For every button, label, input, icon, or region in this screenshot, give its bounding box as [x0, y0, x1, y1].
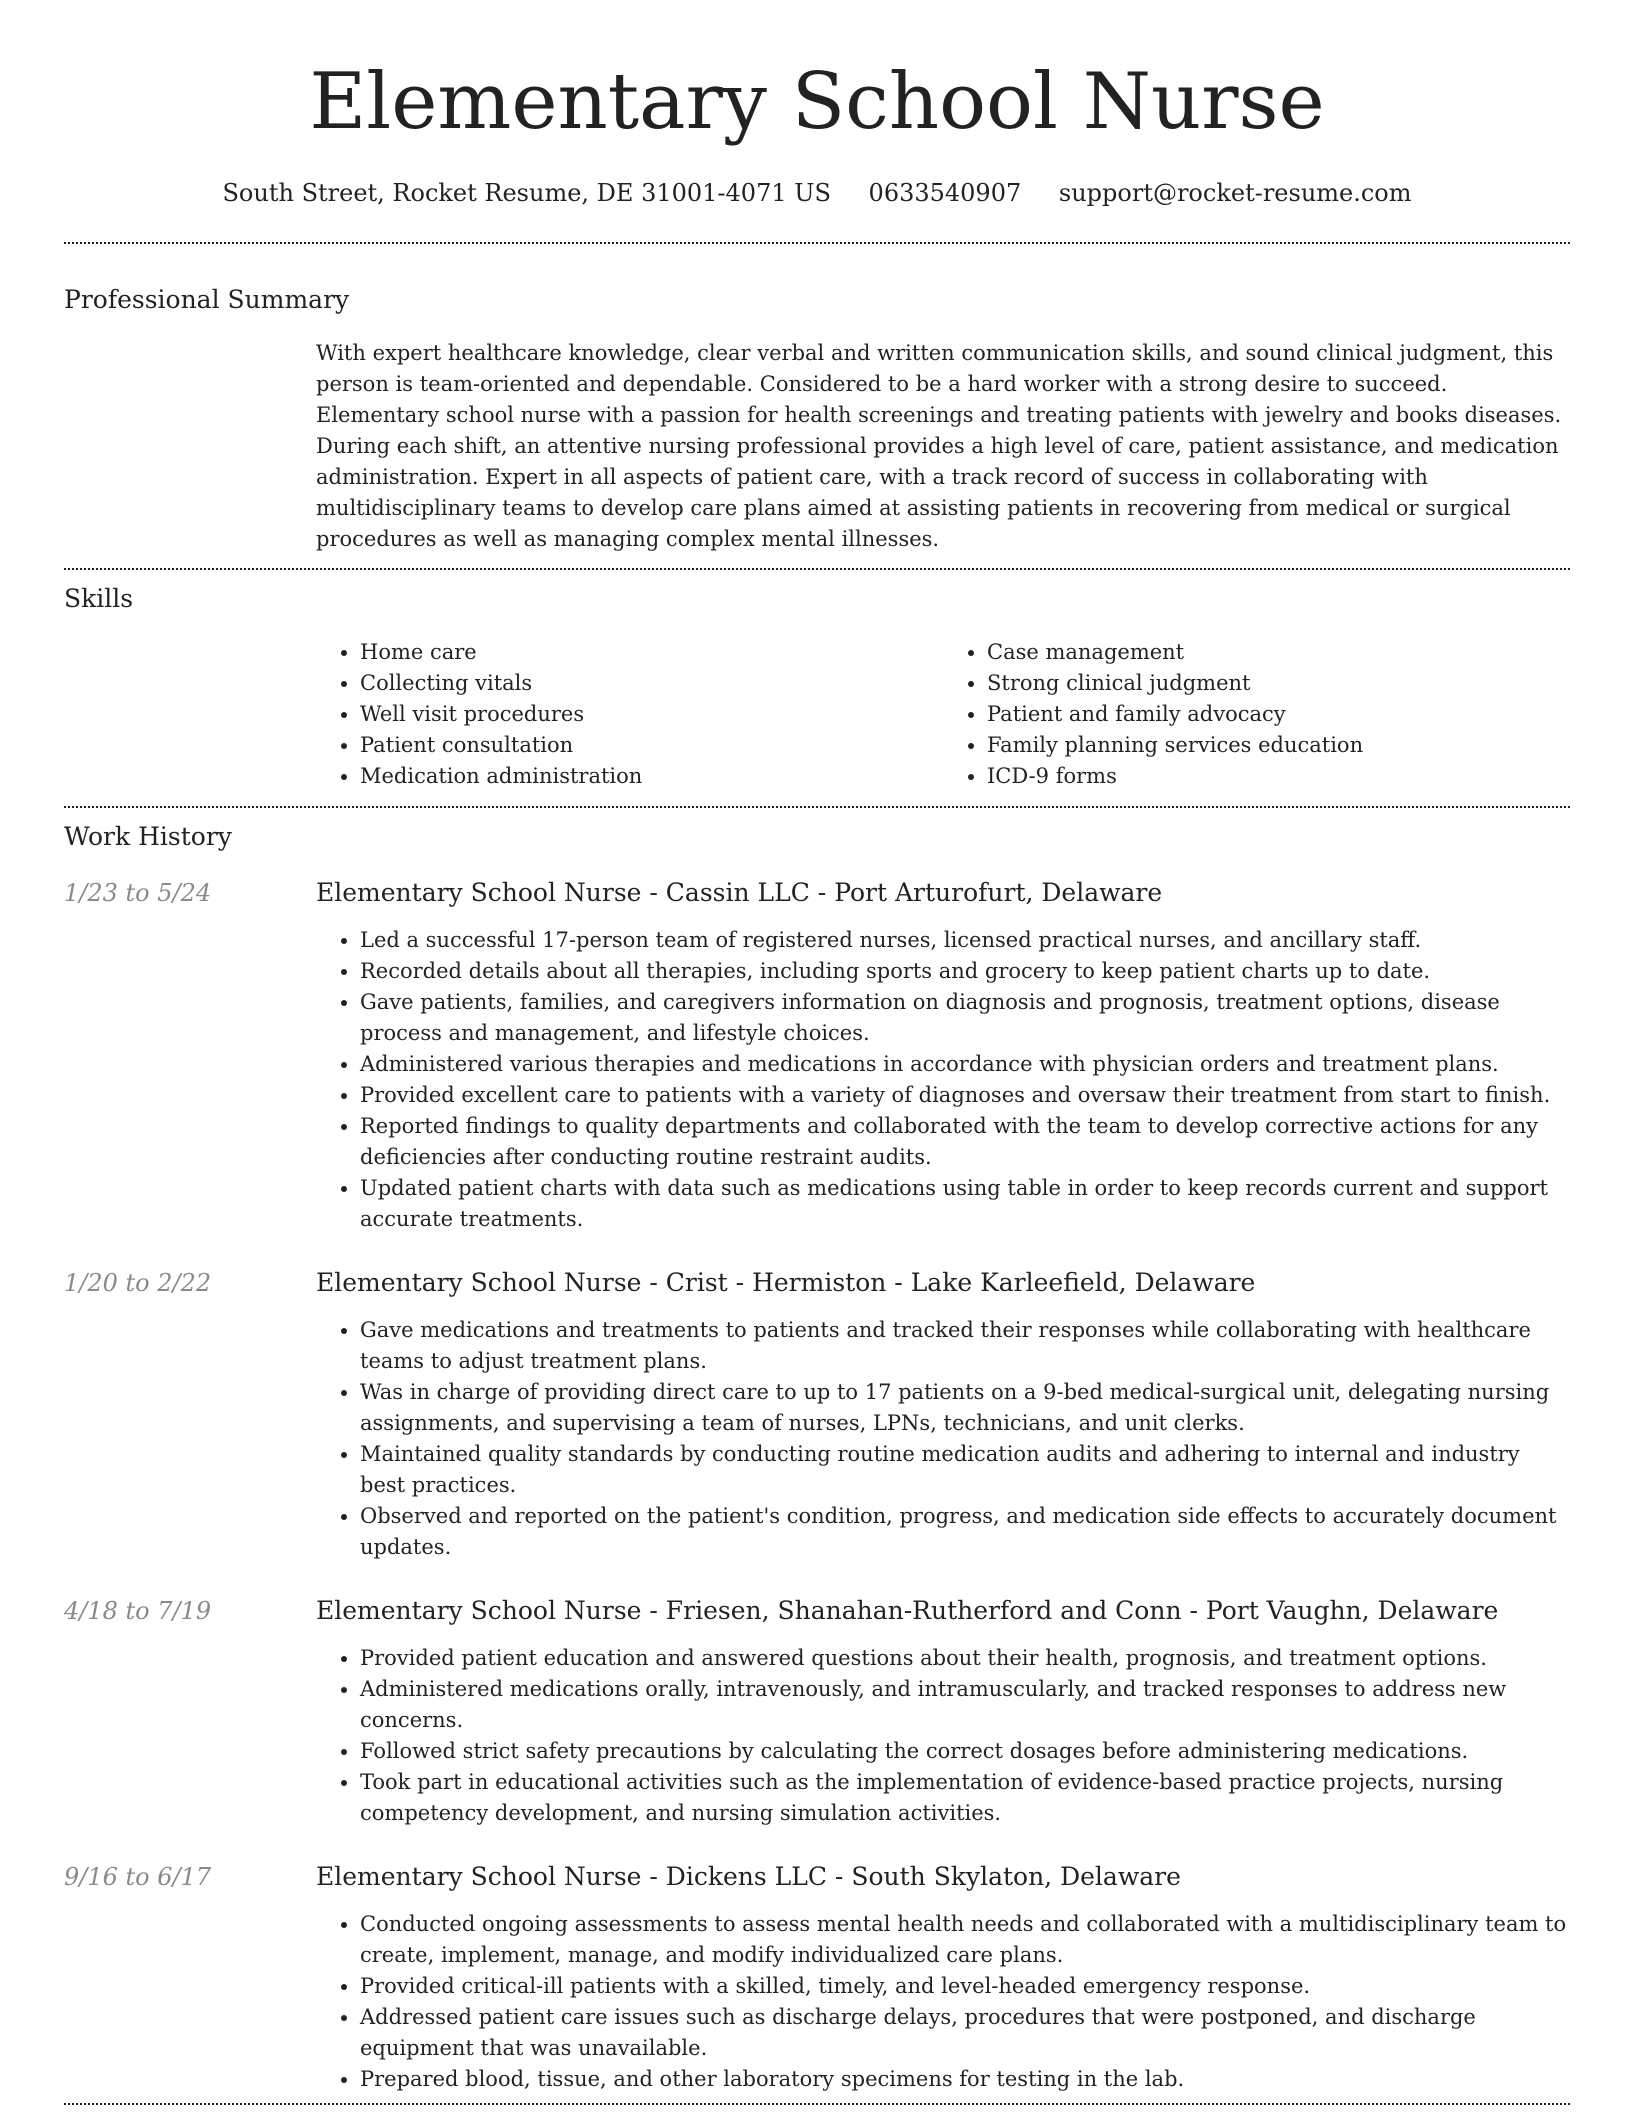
job-bullet-list — [316, 1643, 1570, 1829]
job-bullet: • Gave patients, families, and caregivers information on diagnosis and prognosis, treatment options, disease process and management, and lifestyle choices. — [360, 987, 1570, 1049]
job-dates: 4/18 to 7/19 — [64, 1597, 212, 1625]
job-bullet: • Updated patient charts with data such as medications using table in order to keep records current and support accurate treatments. — [360, 1173, 1570, 1235]
job-bullet: • Was in charge of providing direct care to up to 17 patients on a 9-bed medical-surgical unit, delegating nursing assignments, and supervising a team of nurses, LPNs, technicians, and unit clerks. — [360, 1377, 1570, 1439]
job-bullet: • Administered various therapies and medications in accordance with physician orders and treatment plans. — [360, 1049, 1570, 1080]
skill-item: • ICD-9 forms — [987, 761, 1570, 792]
job-bullet: • Prepared blood, tissue, and other laboratory specimens for testing in the lab. — [360, 2064, 1570, 2095]
skills-section — [64, 583, 1570, 792]
contact-email: support@rocket-resume.com — [1058, 179, 1412, 207]
skill-item: • Strong clinical judgment — [987, 668, 1570, 699]
skill-item: • Medication administration — [360, 761, 943, 792]
contact-line — [64, 178, 1570, 208]
job-list — [64, 877, 1570, 2095]
job-bullet-list — [316, 1315, 1570, 1563]
summary-section — [64, 284, 1570, 555]
skill-item: • Patient and family advocacy — [987, 699, 1570, 730]
job-bullet: • Led a successful 17-person team of registered nurses, licensed practical nurses, and ancillary staff. — [360, 925, 1570, 956]
job-bullet: • Administered medications orally, intravenously, and intramuscularly, and tracked responses to address new concerns. — [360, 1674, 1570, 1736]
job-dates: 1/20 to 2/22 — [64, 1269, 212, 1297]
job-entry — [64, 1267, 1570, 1563]
job-bullet: • Provided critical-ill patients with a skilled, timely, and level-headed emergency response. — [360, 1971, 1570, 2002]
job-bullet: • Conducted ongoing assessments to assess mental health needs and collaborated with a multidisciplinary team to create, implement, manage, and modify individualized care plans. — [360, 1909, 1570, 1971]
resume-page — [64, 0, 1570, 2105]
divider-bottom — [64, 2103, 1570, 2105]
job-bullet: • Provided excellent care to patients with a variety of diagnoses and oversaw their treatment from start to finish. — [360, 1080, 1570, 1111]
job-title: Elementary School Nurse - Dickens LLC - South Skylaton, Delaware — [316, 1862, 1181, 1891]
job-bullet: • Took part in educational activities such as the implementation of evidence-based practice projects, nursing competency development, and nursing simulation activities. — [360, 1767, 1570, 1829]
contact-address: South Street, Rocket Resume, DE 31001-4071 US — [222, 179, 831, 207]
job-bullet: • Addressed patient care issues such as discharge delays, procedures that were postponed, and discharge equipment that was unavailable. — [360, 2002, 1570, 2064]
job-bullet: • Observed and reported on the patient's condition, progress, and medication side effects to accurately document updates. — [360, 1501, 1570, 1563]
job-title: Elementary School Nurse - Friesen, Shanahan-Rutherford and Conn - Port Vaughn, Delaware — [316, 1596, 1499, 1625]
job-entry — [64, 1861, 1570, 2095]
contact-phone: 0633540907 — [868, 179, 1022, 207]
job-bullet: • Reported findings to quality departments and collaborated with the team to develop corrective actions for any deficiencies after conducting routine restraint audits. — [360, 1111, 1570, 1173]
summary-heading: Professional Summary — [64, 285, 350, 314]
work-history-section — [64, 821, 1570, 2095]
candidate-name: Elementary School Nurse — [309, 57, 1325, 147]
job-body — [316, 1595, 1570, 1829]
job-bullet: • Maintained quality standards by conducting routine medication audits and adhering to internal and industry best practices. — [360, 1439, 1570, 1501]
skill-item: • Case management — [987, 637, 1570, 668]
job-body — [316, 877, 1570, 1235]
skills-heading: Skills — [64, 584, 134, 613]
skill-item: • Collecting vitals — [360, 668, 943, 699]
job-bullet: • Followed strict safety precautions by calculating the correct dosages before administering medications. — [360, 1736, 1570, 1767]
divider-header — [64, 242, 1570, 244]
job-bullet-list — [316, 1909, 1570, 2095]
job-bullet: • Gave medications and treatments to patients and tracked their responses while collaborating with healthcare teams to adjust treatment plans. — [360, 1315, 1570, 1377]
job-bullet: • Recorded details about all therapies, including sports and grocery to keep patient charts up to date. — [360, 956, 1570, 987]
skills-list-right — [943, 637, 1570, 792]
job-bullet: • Provided patient education and answered questions about their health, prognosis, and treatment options. — [360, 1643, 1570, 1674]
work-history-heading: Work History — [64, 822, 232, 851]
skill-item: • Home care — [360, 637, 943, 668]
skill-item: • Well visit procedures — [360, 699, 943, 730]
job-body — [316, 1267, 1570, 1563]
summary-text: With expert healthcare knowledge, clear verbal and written communication skills, and sound clinical judgment, this person is team-oriented and dependable. Considered to be a hard worker with a strong desire to succeed. Elementary school nurse with a passion for health screenings and treating patients with jewelry and books diseases. During each shift, an attentive nursing professional provides a high level of care, patient assistance, and medication administration. Expert in all aspects of patient care, with a track record of success in collaborating with multidisciplinary teams to develop care plans aimed at assisting patients in recovering from medical or surgical procedures as well as managing complex mental illnesses. — [316, 341, 1562, 551]
job-dates: 1/23 to 5/24 — [64, 879, 212, 907]
job-bullet-list — [316, 925, 1570, 1235]
job-entry — [64, 877, 1570, 1235]
job-dates: 9/16 to 6/17 — [64, 1863, 212, 1891]
skill-item: • Family planning services education — [987, 730, 1570, 761]
job-entry — [64, 1595, 1570, 1829]
divider-summary — [64, 568, 1570, 570]
skill-item: • Patient consultation — [360, 730, 943, 761]
job-body — [316, 1861, 1570, 2095]
job-title: Elementary School Nurse - Crist - Hermiston - Lake Karleefield, Delaware — [316, 1268, 1256, 1297]
divider-skills — [64, 806, 1570, 808]
skills-list-left — [316, 637, 943, 792]
job-title: Elementary School Nurse - Cassin LLC - Port Arturofurt, Delaware — [316, 878, 1163, 907]
